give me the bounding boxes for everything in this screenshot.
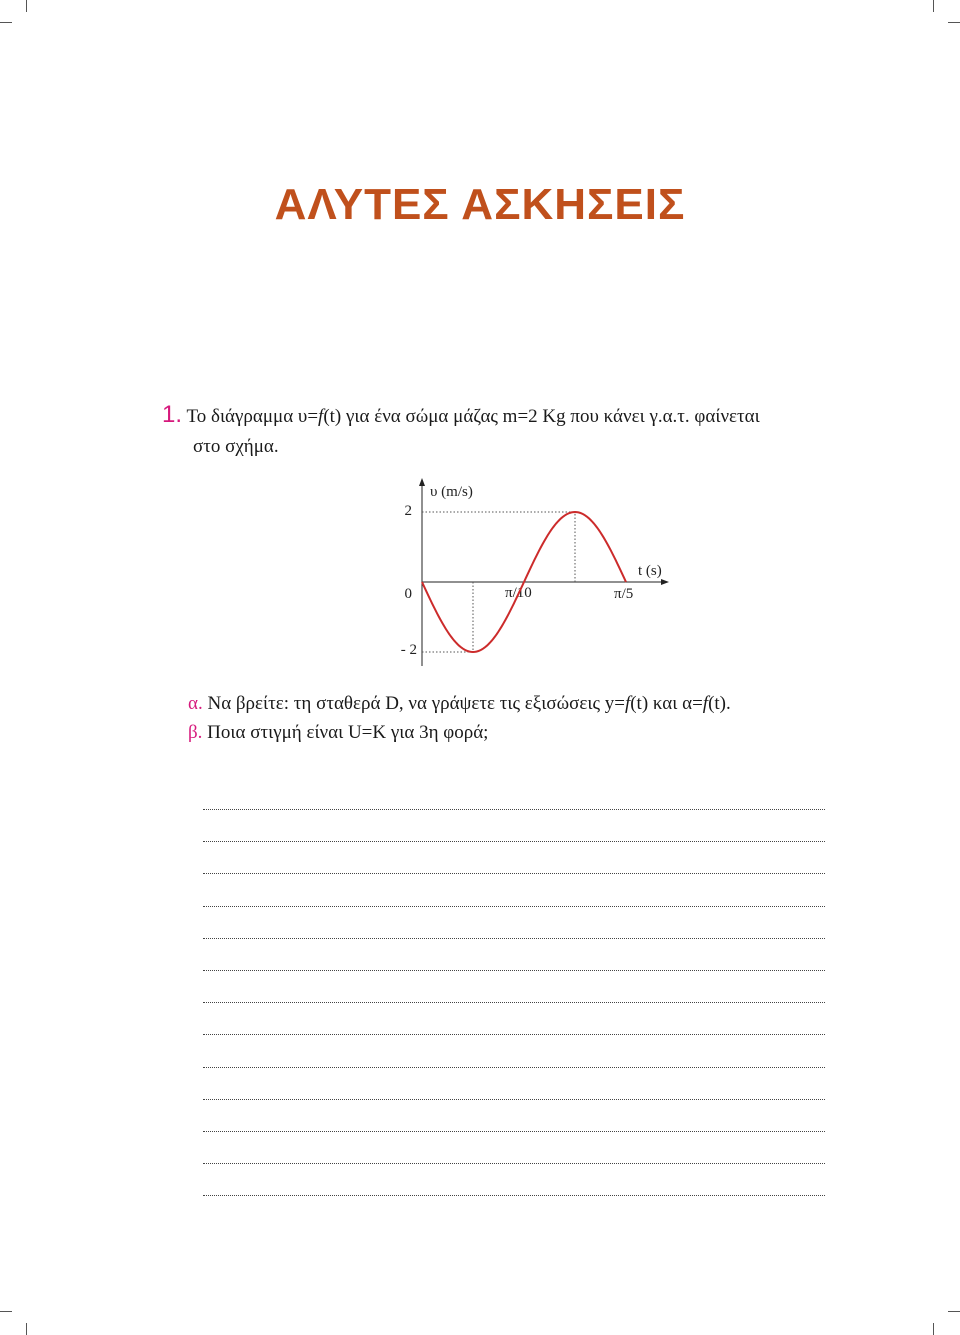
- x-tick-label: π/10: [505, 585, 532, 601]
- crop-mark: [0, 1311, 12, 1312]
- crop-mark: [26, 1323, 27, 1335]
- velocity-time-chart: [380, 470, 680, 675]
- answer-line[interactable]: [203, 938, 825, 939]
- answer-line[interactable]: [203, 841, 825, 842]
- y-tick-min: - 2: [400, 642, 417, 658]
- question-b-text: Ποια στιγμή είναι U=K για 3η φορά;: [207, 722, 489, 743]
- question-a: [188, 693, 731, 715]
- crop-mark: [933, 1323, 934, 1335]
- answer-line[interactable]: [203, 970, 825, 971]
- answer-line[interactable]: [203, 873, 825, 874]
- answer-line[interactable]: [203, 1002, 825, 1003]
- question-b-label: β.: [188, 722, 203, 743]
- x-axis-arrow: [661, 579, 669, 585]
- answer-line[interactable]: [203, 809, 825, 810]
- answer-line[interactable]: [203, 1195, 825, 1196]
- y-axis-label: υ (m/s): [430, 484, 473, 500]
- answer-line[interactable]: [203, 1034, 825, 1035]
- exercise-text: Το διάγραμμα υ=f(t) για ένα σώμα μάζας m=2 Kg που κάνει γ.α.τ. φαίνεται: [186, 406, 760, 427]
- answer-line[interactable]: [203, 1099, 825, 1100]
- y-axis-arrow: [419, 478, 425, 486]
- crop-mark: [933, 0, 934, 12]
- answer-line[interactable]: [203, 1163, 825, 1164]
- page-title: ΑΛΥΤΕΣ ΑΣΚΗΣΕΙΣ: [274, 180, 686, 229]
- question-b: [188, 722, 488, 744]
- exercise-text-line2: στο σχήμα.: [193, 436, 279, 457]
- crop-mark: [0, 22, 12, 23]
- crop-mark: [26, 0, 27, 12]
- exercise-statement: [162, 401, 760, 429]
- x-axis-label: t (s): [638, 563, 662, 579]
- crop-mark: [948, 1311, 960, 1312]
- answer-line[interactable]: [203, 1067, 825, 1068]
- crop-mark: [948, 22, 960, 23]
- exercise-number: 1.: [162, 401, 183, 428]
- y-tick-max: 2: [404, 503, 412, 519]
- question-a-label: α.: [188, 693, 203, 714]
- x-tick-label: π/5: [614, 586, 634, 602]
- question-a-text: Να βρείτε: τη σταθερά D, να γράψετε τις εξισώσεις y=f(t) και α=f(t).: [207, 693, 731, 714]
- y-tick-zero: 0: [404, 586, 412, 602]
- answer-line[interactable]: [203, 906, 825, 907]
- answer-line[interactable]: [203, 1131, 825, 1132]
